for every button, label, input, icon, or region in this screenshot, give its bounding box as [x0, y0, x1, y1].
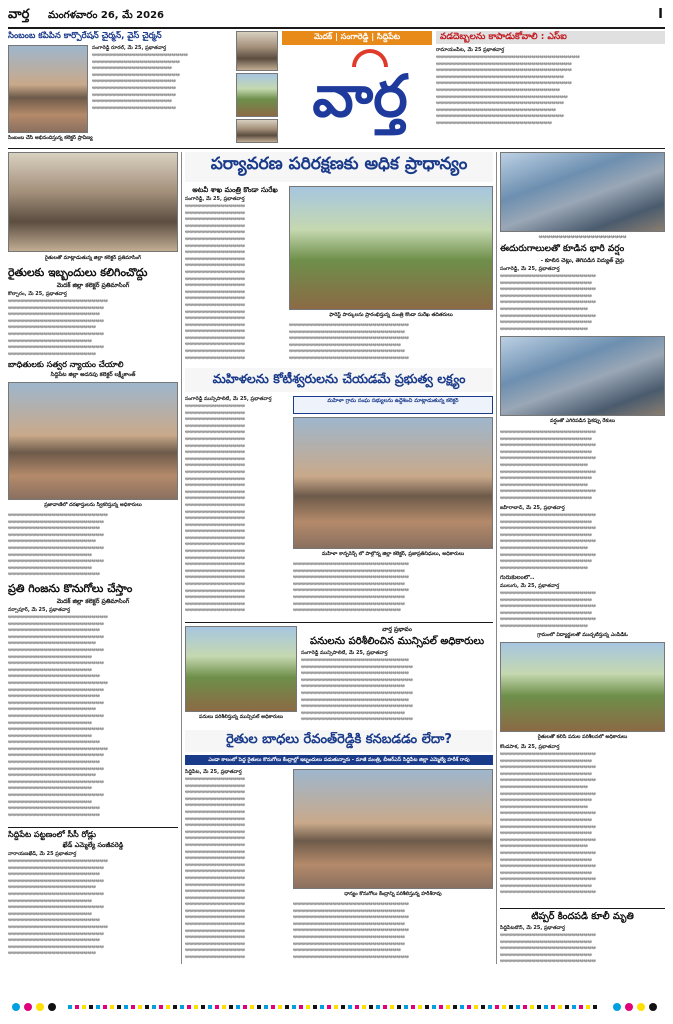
bottom-left-dateline: నారాయణఖేడ్, మే 25 ప్రభాతవార్త: [8, 851, 77, 857]
story-headline: వడదెబ్బలను కాపాడుకోవాలి : ఎస్ఐ: [440, 32, 567, 42]
municipal-body: ఆఆఆఆఆఆఆఆఆఆఆఆఆఆఆఆఆఆఆఆఆఆఆఆఆఆఆ ఆఆఆఆఆఆఆఆఆఆఆఆఆఆఆఆఆఆఆఆఆఆఆఆఆఆఆఆ ఆఆఆఆఆఆఆఆఆఆఆఆఆఆఆఆఆఆఆఆఆఆఆఆఆఆఆ ఆఆఆఆఆఆఆఆఆఆఆఆఆఆఆఆఆఆఆఆఆఆఆఆఆఆఆఆ ఆఆఆఆఆఆఆఆఆఆఆఆఆఆఆఆఆఆఆఆఆఆఆఆఆఆ ఆఆఆఆఆఆఆఆఆఆఆఆఆఆఆఆఆఆఆఆఆఆఆఆఆఆఆఆ ఆఆఆఆఆఆఆఆఆఆఆఆఆఆఆఆఆఆఆఆఆఆఆఆఆఆఆ ఆఆఆఆఆఆఆఆఆఆఆఆఆఆఆఆఆఆఆఆఆఆఆఆఆఆఆఆ ఆఆఆఆఆఆఆఆఆఆఆఆఆఆఆఆఆఆఆఆఆఆఆఆఆఆ ఆఆఆఆఆఆఆఆఆఆఆఆఆఆఆఆఆఆఆఆఆఆఆఆఆఆఆఆ: [301, 657, 413, 723]
reg-dot-magenta: [24, 1003, 32, 1011]
lead-caption: ఫారెస్ట్ పార్కులను ప్రారంభిస్తున్న మంత్రి కొండా సురేఖ తదితరులు: [329, 312, 453, 318]
reg-dot-yellow-2: [637, 1003, 645, 1011]
municipal-rule: [185, 622, 493, 623]
women-subhead: మహిళా గ్రామ సంఘ సభ్యులను ఉద్దేశించి మాట్లాడుతున్న కలెక్టర్: [327, 398, 459, 404]
story-dateline: రామాయంపేట, మే 25 ప్రభాతవార్త: [436, 47, 505, 53]
municipal-dateline: సంగారెడ్డి మున్సిపాలిటీ, మే 25, ప్రభాతవార్త: [301, 650, 388, 656]
gurukulam-dateline: గురుకులంలో..: [500, 575, 535, 581]
right-column: [500, 152, 665, 964]
story-photo: [8, 45, 88, 133]
reg-dot-strip: [68, 1005, 598, 1009]
farm-photo: [500, 642, 665, 732]
top-divider: [8, 148, 665, 149]
col-rule-right: [496, 152, 497, 964]
revanth-body-left: ఆఆఆఆఆఆఆఆఆఆఆఆఆఆఆ ఆఆఆఆఆఆఆఆఆఆఆఆఆఆఆ ఆఆఆఆఆఆఆఆఆఆఆఆఆఆఆ ఆఆఆఆఆఆఆఆఆఆఆఆఆఆఆ ఆఆఆఆఆఆఆఆఆఆఆఆఆఆఆ ఆఆఆఆఆఆఆఆఆఆఆఆఆఆఆ ఆఆఆఆఆఆఆఆఆఆఆఆఆఆఆ ఆఆఆఆఆఆఆఆఆఆఆఆఆఆఆ ఆఆఆఆఆఆఆఆఆఆఆఆఆఆఆ ఆఆఆఆఆఆఆఆఆఆఆఆఆఆఆ ఆఆఆఆఆఆఆఆఆఆఆఆఆఆఆ ఆఆఆఆఆఆఆఆఆఆఆఆఆఆఆ ఆఆఆఆఆఆఆఆఆఆఆఆఆఆఆ ఆఆఆఆఆఆఆఆఆఆఆఆఆఆఆ ఆఆఆఆఆఆఆఆఆఆఆఆఆఆఆ ఆఆఆఆఆఆఆఆఆఆఆఆఆఆఆ ఆఆఆఆఆఆఆఆఆఆఆఆఆఆఆ ఆఆఆఆఆఆఆఆఆఆఆఆఆఆఆ ఆఆఆఆఆఆఆఆఆఆఆఆఆఆఆ ఆఆఆఆఆఆఆఆఆఆఆఆఆఆఆ ఆఆఆఆఆఆఆఆఆఆఆఆఆఆఆ ఆఆఆఆఆఆఆఆఆఆఆఆఆఆఆ ఆఆఆఆఆఆఆఆఆఆఆఆఆఆఆ ఆఆఆఆఆఆఆఆఆఆఆఆఆఆఆ ఆఆఆఆఆఆఆఆఆఆఆఆఆఆఆ ఆఆఆఆఆఆఆఆఆఆఆఆఆఆఆ ఆఆఆఆఆఆఆఆఆఆఆఆఆఆఆ ఆఆఆఆఆఆఆఆఆఆఆఆఆఆఆ: [185, 776, 245, 961]
municipal-photo: [185, 626, 297, 712]
bottom-right-dateline: సిద్దిపేటటౌన్, మే 25, ప్రభాతవార్త: [500, 925, 565, 931]
revanth-body-right: ఆఆఆఆఆఆఆఆఆఆఆఆఆఆఆఆఆఆఆఆఆఆఆఆఆఆఆఆఆ ఆఆఆఆఆఆఆఆఆఆఆఆఆఆఆఆఆఆఆఆఆఆఆఆఆఆఆఆ ఆఆఆఆఆఆఆఆఆఆఆఆఆఆఆఆఆఆఆఆఆఆఆఆఆఆఆఆఆ ఆఆఆఆఆఆఆఆఆఆఆఆఆఆఆఆఆఆఆఆఆఆఆఆఆఆఆఆ ఆఆఆఆఆఆఆఆఆఆఆఆఆఆఆఆఆఆఆఆఆఆఆఆఆఆఆఆఆ ఆఆఆఆఆఆఆఆఆఆఆఆఆఆఆఆఆఆఆఆఆఆఆఆఆఆఆఆ ఆఆఆఆఆఆఆఆఆఆఆఆఆఆఆఆఆఆఆఆఆఆఆఆఆఆఆఆ ఆఆఆఆఆఆఆఆఆఆఆఆఆఆఆఆఆఆఆఆఆఆఆఆఆఆఆ ఆఆఆఆఆఆఆఆఆఆఆఆఆఆఆఆఆఆఆఆఆఆఆఆఆఆఆఆఆ: [293, 901, 409, 960]
municipal-caption: పనులు పరిశీలిస్తున్న మున్సిపల్ అధికారులు: [199, 714, 283, 720]
page-number: I: [658, 7, 663, 22]
farm-caption: రైతులతో కలిసి పనుల పరిశీలనలో అధికారులు: [537, 734, 628, 740]
bottom-left-headline: సిద్దిపేట పట్టణంలో సీసీ రోడ్లు: [8, 830, 97, 839]
bottom-right-headline: టిప్పర్ కిందపడి కూలీ మృతి: [531, 911, 634, 922]
grain-subhead: మెదక్ జిల్లా కలెక్టర్ ప్రతిమాసింగ్: [56, 282, 130, 289]
reg-dot-magenta-2: [625, 1003, 633, 1011]
edition-photo-2: [236, 73, 278, 117]
lead-photo: [289, 186, 493, 310]
story-headline: సింబంబ కపిపిన కార్పొరేషన్ చైర్మన్, వైస్ చైర్మన్: [8, 31, 162, 41]
gurukulam-dateline-2: ములుగు, మే 25, ప్రభాతవార్త: [500, 583, 560, 589]
women-caption: మహిళా కాన్ఫరెన్స్ లో పాల్గొన్న జిల్లా కలెక్టర్, ప్రజాప్రతినిధులు, అధికారులు: [321, 551, 465, 557]
lead-headline: పర్యావరణ పరిరక్షణకు అధిక ప్రాధాన్యం: [210, 154, 468, 174]
bottom-right-rule: [500, 908, 665, 909]
municipal-kicker: వార్త ప్రభావం: [382, 626, 412, 633]
edition-photo-3: [236, 119, 278, 143]
revanth-headline: రైతుల బాధలు రేవంత్‌రెడ్డికి కనబడడం లేదా?: [226, 732, 452, 747]
prajavani-body: ఆఆఆఆఆఆఆఆఆఆఆఆఆఆఆఆఆఆఆఆఆఆఆఆఆ ఆఆఆఆఆఆఆఆఆఆఆఆఆఆఆఆఆఆఆఆఆఆఆఆ ఆఆఆఆఆఆఆఆఆఆఆఆఆఆఆఆఆఆఆఆఆఆఆ ఆఆఆఆఆఆఆఆఆఆఆఆఆఆఆఆఆఆఆఆఆఆఆఆ ఆఆఆఆఆఆఆఆఆఆఆఆఆఆఆఆఆఆఆఆఆఆ ఆఆఆఆఆఆఆఆఆఆఆఆఆఆఆఆఆఆఆఆఆఆఆఆ ఆఆఆఆఆఆఆఆఆఆఆఆఆఆఆఆఆఆఆఆఆ ఆఆఆఆఆఆఆఆఆఆఆఆఆఆఆఆఆఆఆఆఆఆఆఆ ఆఆఆఆఆఆఆఆఆఆఆఆఆఆఆఆఆఆఆఆఆ ఆఆఆఆఆఆఆఆఆఆఆఆఆఆఆఆఆఆఆఆఆఆఆ: [8, 512, 108, 578]
logo-accent: [352, 49, 388, 67]
story-body: ఆఆఆఆఆఆఆఆఆఆఆఆఆఆఆఆఆఆఆఆఆఆఆఆ ఆఆఆఆఆఆఆఆఆఆఆఆఆఆఆఆఆఆఆఆఆఆ ఆఆఆఆఆఆఆఆఆఆఆఆఆఆఆఆఆఆఆఆ ఆఆఆఆఆఆఆఆఆఆఆఆఆఆఆఆఆఆఆఆఆఆ ఆఆఆఆఆఆఆఆఆఆఆఆఆఆఆఆఆఆఆఆఆ ఆఆఆఆఆఆఆఆఆఆఆఆఆఆఆఆఆఆఆఆఆ ఆఆఆఆఆఆఆఆఆఆఆఆఆఆఆఆఆఆఆఆఆ ఆఆఆఆఆఆఆఆఆఆఆఆఆఆఆఆఆఆఆఆ ఆఆఆఆఆఆఆఆఆఆఆఆఆఆఆఆఆఆఆఆఆ: [92, 52, 188, 111]
story-body: ఆఆఆఆఆఆఆఆఆఆఆఆఆఆఆఆఆఆఆఆఆఆఆఆఆఆఆఆఆఆఆఆఆఆఆఆ ఆఆఆఆఆఆఆఆఆఆఆఆఆఆఆఆఆఆఆఆఆఆఆఆఆఆఆఆఆఆఆఆఆఆ ఆఆఆఆఆఆఆఆఆఆఆఆఆఆఆఆఆఆఆఆఆఆఆఆఆఆఆఆఆఆఆఆఆఆ ఆఆఆఆఆఆఆఆఆఆఆఆఆఆఆఆఆఆఆఆఆఆఆఆఆఆఆఆఆఆఆఆ ఆఆఆఆఆఆఆఆఆఆఆఆఆఆఆఆఆఆఆఆఆఆఆఆఆఆఆఆఆఆఆఆఆఆ ఆఆఆఆఆఆఆఆఆఆఆఆఆఆఆఆఆఆఆఆఆఆఆఆఆఆఆఆఆఆఆ ఆఆఆఆఆఆఆఆఆఆఆఆఆఆఆఆఆఆఆఆఆఆఆఆఆఆఆఆఆఆఆఆఆ ఆఆఆఆఆఆఆఆఆఆఆఆఆఆఆఆఆఆఆఆఆఆఆఆఆఆఆఆఆఆఆఆ ఆఆఆఆఆఆఆఆఆఆఆఆఆఆఆఆఆఆఆఆఆఆఆఆఆఆఆఆఆఆ ఆఆఆఆఆఆఆఆఆఆఆఆఆఆఆఆఆఆఆఆఆఆఆఆఆఆఆఆఆఆఆఆ ఆఆఆఆఆఆఆఆఆఆఆఆఆఆఆఆఆఆఆఆఆఆఆఆఆఆఆఆఆ: [436, 54, 580, 126]
women-body-left: ఆఆఆఆఆఆఆఆఆఆఆఆఆఆఆ ఆఆఆఆఆఆఆఆఆఆఆఆఆఆఆ ఆఆఆఆఆఆఆఆఆఆఆఆఆఆఆ ఆఆఆఆఆఆఆఆఆఆఆఆఆఆఆ ఆఆఆఆఆఆఆఆఆఆఆఆఆఆఆ ఆఆఆఆఆఆఆఆఆఆఆఆఆఆఆ ఆఆఆఆఆఆఆఆఆఆఆఆఆఆఆ ఆఆఆఆఆఆఆఆఆఆఆఆఆఆఆ ఆఆఆఆఆఆఆఆఆఆఆఆఆఆఆ ఆఆఆఆఆఆఆఆఆఆఆఆఆఆఆ ఆఆఆఆఆఆఆఆఆఆఆఆఆఆఆ ఆఆఆఆఆఆఆఆఆఆఆఆఆఆఆ ఆఆఆఆఆఆఆఆఆఆఆఆఆఆఆ ఆఆఆఆఆఆఆఆఆఆఆఆఆఆఆ ఆఆఆఆఆఆఆఆఆఆఆఆఆఆఆ ఆఆఆఆఆఆఆఆఆఆఆఆఆఆఆ ఆఆఆఆఆఆఆఆఆఆఆఆఆఆఆ ఆఆఆఆఆఆఆఆఆఆఆఆఆఆఆ ఆఆఆఆఆఆఆఆఆఆఆఆఆఆఆ ఆఆఆఆఆఆఆఆఆఆఆఆఆఆఆ ఆఆఆఆఆఆఆఆఆఆఆఆఆఆఆ ఆఆఆఆఆఆఆఆఆఆఆఆఆఆఆ ఆఆఆఆఆఆఆఆఆఆఆఆఆఆఆ ఆఆఆఆఆఆఆఆఆఆఆఆఆఆఆ ఆఆఆఆఆఆఆఆఆఆఆఆఆఆఆ ఆఆఆఆఆఆఆఆఆఆఆఆఆఆఆ ఆఆఆఆఆఆఆఆఆఆఆఆఆఆఆ ఆఆఆఆఆఆఆఆఆఆఆఆఆఆఆ ఆఆఆఆఆఆఆఆఆఆఆఆఆఆఆ ఆఆఆఆఆఆఆఆఆఆఆఆఆఆఆ ఆఆఆఆఆఆఆఆఆఆఆఆఆఆఆ ఆఆఆఆఆఆఆఆఆఆఆఆఆఆఆ: [185, 403, 245, 614]
reg-dot-black-2: [649, 1003, 657, 1011]
lead-dateline: సంగారెడ్డి, మే 25, ప్రభాతవార్త: [185, 196, 245, 202]
purchase-headline: ప్రతి గింజను కొనుగోలు చేస్తాం: [8, 582, 133, 595]
purchase-body: ఆఆఆఆఆఆఆఆఆఆఆఆఆఆఆఆఆఆఆఆఆఆఆఆఆ ఆఆఆఆఆఆఆఆఆఆఆఆఆఆఆఆఆఆఆఆఆఆఆఆ ఆఆఆఆఆఆఆఆఆఆఆఆఆఆఆఆఆఆఆఆఆఆఆ ఆఆఆఆఆఆఆఆఆఆఆఆఆఆఆఆఆఆఆఆఆఆఆఆ ఆఆఆఆఆఆఆఆఆఆఆఆఆఆఆఆఆఆఆఆఆఆ ఆఆఆఆఆఆఆఆఆఆఆఆఆఆఆఆఆఆఆఆఆఆఆఆ ఆఆఆఆఆఆఆఆఆఆఆఆఆఆఆఆఆఆఆఆఆ ఆఆఆఆఆఆఆఆఆఆఆఆఆఆఆఆఆఆఆఆఆఆఆఆ ఆఆఆఆఆఆఆఆఆఆఆఆఆఆఆఆఆఆఆఆఆ ఆఆఆఆఆఆఆఆఆఆఆఆఆఆఆఆఆఆఆఆఆఆఆ ఆఆఆఆఆఆఆఆఆఆఆఆఆఆఆఆఆఆఆఆఆఆఆఆఆ ఆఆఆఆఆఆఆఆఆఆఆఆఆఆఆఆఆఆఆఆఆఆఆఆ ఆఆఆఆఆఆఆఆఆఆఆఆఆఆఆఆఆఆఆఆఆఆఆ ఆఆఆఆఆఆఆఆఆఆఆఆఆఆఆఆఆఆఆఆఆఆఆఆ ఆఆఆఆఆఆఆఆఆఆఆఆఆఆఆఆఆఆఆఆఆఆ ఆఆఆఆఆఆఆఆఆఆఆఆఆఆఆఆఆఆఆఆఆఆఆఆ ఆఆఆఆఆఆఆఆఆఆఆఆఆఆఆఆఆఆఆఆఆ ఆఆఆఆఆఆఆఆఆఆఆఆఆఆఆఆఆఆఆఆఆఆఆఆ ఆఆఆఆఆఆఆఆఆఆఆఆఆఆఆఆఆఆఆఆఆ ఆఆఆఆఆఆఆఆఆఆఆఆఆఆఆఆఆఆఆఆఆఆఆ ఆఆఆఆఆఆఆఆఆఆఆఆఆఆఆఆఆఆఆఆఆఆఆఆఆ ఆఆఆఆఆఆఆఆఆఆఆఆఆఆఆఆఆఆఆఆఆఆఆఆ ఆఆఆఆఆఆఆఆఆఆఆఆఆఆఆఆఆఆఆఆఆఆఆ ఆఆఆఆఆఆఆఆఆఆఆఆఆఆఆఆఆఆఆఆఆఆఆఆ ఆఆఆఆఆఆఆఆఆఆఆఆఆఆఆఆఆఆఆఆఆఆ ఆఆఆఆఆఆఆఆఆఆఆఆఆఆఆఆఆఆఆఆఆఆఆఆ ఆఆఆఆఆఆఆఆఆఆఆఆఆఆఆఆఆఆఆఆఆ ఆఆఆఆఆఆఆఆఆఆఆఆఆఆఆఆఆఆఆఆఆఆఆఆ ఆఆఆఆఆఆఆఆఆఆఆఆఆఆఆఆఆఆఆఆఆ ఆఆఆఆఆఆఆఆఆఆఆఆఆఆఆఆఆఆఆఆఆఆఆ ఆఆఆఆఆఆఆఆఆఆఆఆఆఆఆఆఆఆఆఆఆఆఆ: [8, 614, 108, 818]
left-col-divider: [8, 827, 178, 828]
dateline: మంగళవారం 26, మే 2026: [48, 10, 164, 21]
municipal-headline: పనులను పరిశీలించిన మున్సిపల్ అధికారులు: [309, 636, 485, 647]
reg-dot-yellow: [36, 1003, 44, 1011]
grain-headline: రైతులకు ఇబ్బందులు కలిగించొద్దు: [8, 266, 148, 279]
grain-kicker: బాధితులకు సత్వర న్యాయం చేయాలి: [8, 360, 124, 369]
story-caption: సింబంబ చేసి అభినందిస్తున్న కలెక్టర్ ప్రావీణ్య: [8, 135, 93, 141]
purchase-dateline: నర్సాపూర్, మే 25, ప్రభాతవార్త: [8, 607, 71, 613]
grain-photo: [8, 152, 178, 252]
story-dateline: సంగారెడ్డి రూరల్, మే 25, ప్రభాతవార్త: [92, 45, 167, 51]
edition-photo-1: [236, 31, 278, 71]
jawahar-body-1: ఆఆఆఆఆఆఆఆఆఆఆఆఆఆఆఆఆఆఆఆఆఆఆఆ ఆఆఆఆఆఆఆఆఆఆఆఆఆఆఆఆఆఆఆఆఆఆఆ ఆఆఆఆఆఆఆఆఆఆఆఆఆఆఆఆఆఆఆఆఆఆఆఆ ఆఆఆఆఆఆఆఆఆఆఆఆఆఆఆఆఆఆఆఆఆఆఆ ఆఆఆఆఆఆఆఆఆఆఆఆఆఆఆఆఆఆఆఆఆఆఆఆ ఆఆఆఆఆఆఆఆఆఆఆఆఆఆఆఆఆఆఆఆఆఆ ఆఆఆఆఆఆఆఆఆఆఆఆఆఆఆఆఆఆఆఆఆఆఆఆ ఆఆఆఆఆఆఆఆఆఆఆఆఆఆఆఆఆఆఆఆఆఆఆ ఆఆఆఆఆఆఆఆఆఆఆఆఆఆఆఆఆఆఆఆఆఆ ఆఆఆఆఆఆఆఆఆఆఆఆఆఆఆఆఆఆఆఆఆఆఆఆ ఆఆఆఆఆఆఆఆఆఆఆఆఆఆఆఆఆఆఆఆఆఆఆ: [500, 429, 596, 501]
story-top-left: [8, 31, 232, 145]
masthead: [8, 6, 665, 26]
center-column: [185, 152, 493, 964]
rain-photo-1-caption: ఆఆఆఆఆఆఆఆఆఆఆఆఆఆఆఆఆఆఆఆఆఆ: [538, 234, 627, 240]
grain-dateline: కొల్చారం, మే 25, ప్రభాతవార్త: [8, 291, 67, 297]
masthead-rule: [8, 27, 665, 29]
story-top-right: [436, 31, 665, 145]
lead-body-left: ఆఆఆఆఆఆఆఆఆఆఆఆఆఆఆ ఆఆఆఆఆఆఆఆఆఆఆఆఆఆఆ ఆఆఆఆఆఆఆఆఆఆఆఆఆఆఆ ఆఆఆఆఆఆఆఆఆఆఆఆఆఆఆ ఆఆఆఆఆఆఆఆఆఆఆఆఆఆఆ ఆఆఆఆఆఆఆఆఆఆఆఆఆఆఆ ఆఆఆఆఆఆఆఆఆఆఆఆఆఆఆ ఆఆఆఆఆఆఆఆఆఆఆఆఆఆఆ ఆఆఆఆఆఆఆఆఆఆఆఆఆఆఆ ఆఆఆఆఆఆఆఆఆఆఆఆఆఆఆ ఆఆఆఆఆఆఆఆఆఆఆఆఆఆఆ ఆఆఆఆఆఆఆఆఆఆఆఆఆఆఆ ఆఆఆఆఆఆఆఆఆఆఆఆఆఆఆ ఆఆఆఆఆఆఆఆఆఆఆఆఆఆఆ ఆఆఆఆఆఆఆఆఆఆఆఆఆఆఆ ఆఆఆఆఆఆఆఆఆఆఆఆఆఆఆ ఆఆఆఆఆఆఆఆఆఆఆఆఆఆఆ ఆఆఆఆఆఆఆఆఆఆఆఆఆఆఆ ఆఆఆఆఆఆఆఆఆఆఆఆఆఆఆ ఆఆఆఆఆఆఆఆఆఆఆఆఆఆఆ ఆఆఆఆఆఆఆఆఆఆఆఆఆఆఆ ఆఆఆఆఆఆఆఆఆఆఆఆఆఆఆ ఆఆఆఆఆఆఆఆఆఆఆఆఆఆఆ ఆఆఆఆఆఆఆఆఆఆఆఆఆఆఆ: [185, 203, 245, 361]
women-body-right: ఆఆఆఆఆఆఆఆఆఆఆఆఆఆఆఆఆఆఆఆఆఆఆఆఆఆఆఆఆ ఆఆఆఆఆఆఆఆఆఆఆఆఆఆఆఆఆఆఆఆఆఆఆఆఆఆఆఆ ఆఆఆఆఆఆఆఆఆఆఆఆఆఆఆఆఆఆఆఆఆఆఆఆఆఆఆఆఆ ఆఆఆఆఆఆఆఆఆఆఆఆఆఆఆఆఆఆఆఆఆఆఆఆఆఆఆఆ ఆఆఆఆఆఆఆఆఆఆఆఆఆఆఆఆఆఆఆఆఆఆఆఆఆఆఆఆఆ ఆఆఆఆఆఆఆఆఆఆఆఆఆఆఆఆఆఆఆఆఆఆఆఆఆఆఆఆ ఆఆఆఆఆఆఆఆఆఆఆఆఆఆఆఆఆఆఆఆఆఆఆఆఆఆఆఆ ఆఆఆఆఆఆఆఆఆఆఆఆఆఆఆఆఆఆఆఆఆఆఆఆఆఆఆ: [293, 561, 409, 614]
prajavani-photo: [8, 382, 178, 500]
farm-body: ఆఆఆఆఆఆఆఆఆఆఆఆఆఆఆఆఆఆఆఆఆఆఆఆ ఆఆఆఆఆఆఆఆఆఆఆఆఆఆఆఆఆఆఆఆఆఆఆ ఆఆఆఆఆఆఆఆఆఆఆఆఆఆఆఆఆఆఆఆఆఆఆఆ ఆఆఆఆఆఆఆఆఆఆఆఆఆఆఆఆఆఆఆఆఆఆఆ ఆఆఆఆఆఆఆఆఆఆఆఆఆఆఆఆఆఆఆఆఆఆఆఆ ఆఆఆఆఆఆఆఆఆఆఆఆఆఆఆఆఆఆఆఆఆఆ ఆఆఆఆఆఆఆఆఆఆఆఆఆఆఆఆఆఆఆఆఆఆఆఆ ఆఆఆఆఆఆఆఆఆఆఆఆఆఆఆఆఆఆఆఆఆఆఆ ఆఆఆఆఆఆఆఆఆఆఆఆఆఆఆఆఆఆఆఆఆఆ ఆఆఆఆఆఆఆఆఆఆఆఆఆఆఆఆఆఆఆఆఆఆఆఆ ఆఆఆఆఆఆఆఆఆఆఆఆఆఆఆఆఆఆఆఆఆఆఆ ఆఆఆఆఆఆఆఆఆఆఆఆఆఆఆఆఆఆఆఆఆఆఆఆ ఆఆఆఆఆఆఆఆఆఆఆఆఆఆఆఆఆఆఆఆఆఆఆ ఆఆఆఆఆఆఆఆఆఆఆఆఆఆఆఆఆఆఆఆఆఆఆఆ ఆఆఆఆఆఆఆఆఆఆఆఆఆఆఆఆఆఆఆఆఆఆ ఆఆఆఆఆఆఆఆఆఆఆఆఆఆఆఆఆఆఆఆఆఆఆఆ ఆఆఆఆఆఆఆఆఆఆఆఆఆఆఆఆఆఆఆఆఆఆఆ ఆఆఆఆఆఆఆఆఆఆఆఆఆఆఆఆఆఆఆఆఆఆఆఆ ఆఆఆఆఆఆఆఆఆఆఆఆఆఆఆఆఆఆఆఆఆఆఆ ఆఆఆఆఆఆఆఆఆఆఆఆఆఆఆఆఆఆఆఆఆఆఆఆ ఆఆఆఆఆఆఆఆఆఆఆఆఆఆఆఆఆఆఆఆఆఆఆ ఆఆఆఆఆఆఆఆఆఆఆఆఆఆఆఆఆఆఆఆఆఆఆఆ: [500, 751, 596, 896]
gurukulam-caption: గ్రామంలో విద్యార్థులతో ముచ్చటిస్తున్న ఎంపీడీఓ: [537, 632, 628, 638]
bottom-right-body: ఆఆఆఆఆఆఆఆఆఆఆఆఆఆఆఆఆఆఆఆఆఆఆఆ ఆఆఆఆఆఆఆఆఆఆఆఆఆఆఆఆఆఆఆఆఆఆఆ ఆఆఆఆఆఆఆఆఆఆఆఆఆఆఆఆఆఆఆఆఆఆఆఆ ఆఆఆఆఆఆఆఆఆఆఆఆఆఆఆఆఆఆఆఆఆఆఆ ఆఆఆఆఆఆఆఆఆఆఆఆఆఆఆఆఆఆఆఆఆఆఆఆ: [500, 932, 596, 964]
women-headline: మహిళలను కోటీశ్వరులను చేయడమే ప్రభుత్వ లక్ష్యం: [212, 371, 466, 386]
lead-subhead: అటవీ శాఖ మంత్రి కొండా సురేఖ: [192, 186, 278, 194]
revanth-subhead: ఎండా కాలంలో పెద్ద రైతులు కొనుగోలు కేంద్రాల్లో ఇబ్బందులు పడుతున్నారు - మాజీ మంత్రి, బీఆర్ఎస్ సిద్దిపేట జిల్లా ఎమ్మెల్యే హరీశ్ రావు: [208, 757, 470, 763]
edition-logo: వార్త: [312, 62, 408, 130]
rain-headline: ఈదురుగాలులతో కూడిన భారీ వర్షం: [500, 244, 625, 254]
col-rule-left: [181, 152, 182, 964]
registration-marks: [8, 1000, 665, 1016]
revanth-photo: [293, 769, 493, 889]
rain-photo-1: [500, 152, 665, 232]
prajavani-caption: ప్రజావాణిలో దరఖాస్తులను స్వీకరిస్తున్న అధికారులు: [44, 502, 142, 508]
rain-subhead: - కూలిన చెట్లు, తెగిపడిన విద్యుత్ వైర్లు: [540, 258, 625, 264]
lead-body-right: ఆఆఆఆఆఆఆఆఆఆఆఆఆఆఆఆఆఆఆఆఆఆఆఆఆఆఆఆఆఆ ఆఆఆఆఆఆఆఆఆఆఆఆఆఆఆఆఆఆఆఆఆఆఆఆఆఆఆఆఆ ఆఆఆఆఆఆఆఆఆఆఆఆఆఆఆఆఆఆఆఆఆఆఆఆఆఆఆఆఆఆ ఆఆఆఆఆఆఆఆఆఆఆఆఆఆఆఆఆఆఆఆఆఆఆఆఆఆఆఆ ఆఆఆఆఆఆఆఆఆఆఆఆఆఆఆఆఆఆఆఆఆఆఆఆఆఆఆఆఆ ఆఆఆఆఆఆఆఆఆఆఆఆఆఆఆఆఆఆఆఆఆఆఆఆఆఆఆఆఆఆ: [289, 322, 409, 361]
jawahar-dateline: జహీరాబాద్, మే 25, ప్రభాతవార్త: [500, 505, 565, 511]
rain-body: ఆఆఆఆఆఆఆఆఆఆఆఆఆఆఆఆఆఆఆఆఆఆఆఆ ఆఆఆఆఆఆఆఆఆఆఆఆఆఆఆఆఆఆఆఆఆఆఆ ఆఆఆఆఆఆఆఆఆఆఆఆఆఆఆఆఆఆఆఆఆఆఆఆ ఆఆఆఆఆఆఆఆఆఆఆఆఆఆఆఆఆఆఆఆఆఆఆ ఆఆఆఆఆఆఆఆఆఆఆఆఆఆఆఆఆఆఆఆఆఆఆఆ ఆఆఆఆఆఆఆఆఆఆఆఆఆఆఆఆఆఆఆఆఆఆ ఆఆఆఆఆఆఆఆఆఆఆఆఆఆఆఆఆఆఆఆఆఆఆఆ ఆఆఆఆఆఆఆఆఆఆఆఆఆఆఆఆఆఆఆఆఆఆఆ ఆఆఆఆఆఆఆఆఆఆఆఆఆఆఆఆఆఆఆఆఆఆ: [500, 273, 596, 332]
farm-dateline: కొండపాక, మే 25, ప్రభాతవార్త: [500, 744, 560, 750]
jawahar-body-2: ఆఆఆఆఆఆఆఆఆఆఆఆఆఆఆఆఆఆఆఆఆఆఆఆ ఆఆఆఆఆఆఆఆఆఆఆఆఆఆఆఆఆఆఆఆఆఆఆ ఆఆఆఆఆఆఆఆఆఆఆఆఆఆఆఆఆఆఆఆఆఆఆఆ ఆఆఆఆఆఆఆఆఆఆఆఆఆఆఆఆఆఆఆఆఆఆఆ ఆఆఆఆఆఆఆఆఆఆఆఆఆఆఆఆఆఆఆఆఆఆఆఆ ఆఆఆఆఆఆఆఆఆఆఆఆఆఆఆఆఆఆఆఆఆఆ ఆఆఆఆఆఆఆఆఆఆఆఆఆఆఆఆఆఆఆఆఆఆఆఆ ఆఆఆఆఆఆఆఆఆఆఆఆఆఆఆఆఆఆఆఆఆఆఆ ఆఆఆఆఆఆఆఆఆఆఆఆఆఆఆఆఆఆఆఆఆఆ: [500, 512, 596, 571]
edition-banner: [282, 31, 432, 45]
purchase-subhead: మెదక్ జిల్లా కలెక్టర్ ప్రతిమాసింగ్: [56, 598, 130, 605]
bottom-left-body: ఆఆఆఆఆఆఆఆఆఆఆఆఆఆఆఆఆఆఆఆఆఆఆఆఆ ఆఆఆఆఆఆఆఆఆఆఆఆఆఆఆఆఆఆఆఆఆఆఆఆ ఆఆఆఆఆఆఆఆఆఆఆఆఆఆఆఆఆఆఆఆఆఆఆ ఆఆఆఆఆఆఆఆఆఆఆఆఆఆఆఆఆఆఆఆఆఆఆఆ ఆఆఆఆఆఆఆఆఆఆఆఆఆఆఆఆఆఆఆఆఆఆ ఆఆఆఆఆఆఆఆఆఆఆఆఆఆఆఆఆఆఆఆఆఆఆఆ ఆఆఆఆఆఆఆఆఆఆఆఆఆఆఆఆఆఆఆఆఆ ఆఆఆఆఆఆఆఆఆఆఆఆఆఆఆఆఆఆఆఆఆఆఆఆ ఆఆఆఆఆఆఆఆఆఆఆఆఆఆఆఆఆఆఆఆఆ ఆఆఆఆఆఆఆఆఆఆఆఆఆఆఆఆఆఆఆఆఆఆఆ ఆఆఆఆఆఆఆఆఆఆఆఆఆఆఆఆఆఆఆఆఆఆఆఆఆ ఆఆఆఆఆఆఆఆఆఆఆఆఆఆఆఆఆఆఆఆఆఆఆఆ ఆఆఆఆఆఆఆఆఆఆఆఆఆఆఆఆఆఆఆఆఆఆఆ ఆఆఆఆఆఆఆఆఆఆఆఆఆఆఆఆఆఆఆఆఆఆఆఆ ఆఆఆఆఆఆఆఆఆఆఆఆఆఆఆఆఆఆఆఆఆఆ: [8, 858, 108, 957]
women-dateline: సంగారెడ్డి మున్సిపాలిటీ, మే 25, ప్రభాతవార్త: [185, 396, 272, 402]
grain-photo-caption: రైతులతో మాట్లాడుతున్న జిల్లా కలెక్టర్ ప్రతిమాసింగ్: [44, 255, 142, 261]
gurukulam-body: ఆఆఆఆఆఆఆఆఆఆఆఆఆఆఆఆఆఆఆఆఆఆఆఆ ఆఆఆఆఆఆఆఆఆఆఆఆఆఆఆఆఆఆఆఆఆఆఆ ఆఆఆఆఆఆఆఆఆఆఆఆఆఆఆఆఆఆఆఆఆఆఆఆ ఆఆఆఆఆఆఆఆఆఆఆఆఆఆఆఆఆఆఆఆఆఆఆ ఆఆఆఆఆఆఆఆఆఆఆఆఆఆఆఆఆఆఆఆఆఆఆఆ ఆఆఆఆఆఆఆఆఆఆఆఆఆఆఆఆఆఆఆఆఆఆ: [500, 590, 596, 629]
reg-dot-cyan: [12, 1003, 20, 1011]
bottom-left-subhead: ఖేడ్ ఎమ్మెల్యే సంజీవరెడ్డి: [62, 841, 124, 849]
rain-dateline: సంగారెడ్డి, మే 25, ప్రభాతవార్త: [500, 266, 560, 272]
grain-body: ఆఆఆఆఆఆఆఆఆఆఆఆఆఆఆఆఆఆఆఆఆఆఆఆఆ ఆఆఆఆఆఆఆఆఆఆఆఆఆఆఆఆఆఆఆఆఆఆఆఆ ఆఆఆఆఆఆఆఆఆఆఆఆఆఆఆఆఆఆఆఆఆఆఆ ఆఆఆఆఆఆఆఆఆఆఆఆఆఆఆఆఆఆఆఆఆఆఆఆ ఆఆఆఆఆఆఆఆఆఆఆఆఆఆఆఆఆఆఆఆఆఆ ఆఆఆఆఆఆఆఆఆఆఆఆఆఆఆఆఆఆఆఆఆఆఆఆ ఆఆఆఆఆఆఆఆఆఆఆఆఆఆఆఆఆఆఆఆఆ ఆఆఆఆఆఆఆఆఆఆఆఆఆఆఆఆఆఆఆఆఆఆఆఆ ఆఆఆఆఆఆఆఆఆఆఆఆఆఆఆఆఆఆఆఆఆఆ: [8, 298, 108, 357]
grain-kicker-sub: సిద్దిపేట జిల్లా అదనపు కలెక్టర్ లక్ష్మీకాంత్: [50, 372, 136, 378]
masthead-logo: వార్త: [8, 7, 30, 22]
women-photo: [293, 417, 493, 549]
reg-dot-black: [48, 1003, 56, 1011]
revanth-caption: ధాన్యం కొనుగోలు కేంద్రాన్ని పరిశీలిస్తున్న హరీశ్‌రావు: [344, 891, 442, 897]
edition-banner-text: మెదక్ | సంగారెడ్డి | సిద్దిపేట: [313, 32, 401, 41]
revanth-dateline: సిద్దిపేట, మే 25, ప్రభాతవార్త: [185, 769, 242, 775]
rain-photo-2: [500, 336, 665, 416]
left-column: [8, 152, 178, 964]
rain-photo-2-caption: వర్షంతో ఎగిరిపడిన పైకప్పు రేకులు: [550, 418, 615, 424]
edition-block: [236, 31, 432, 145]
reg-dot-cyan-2: [613, 1003, 621, 1011]
